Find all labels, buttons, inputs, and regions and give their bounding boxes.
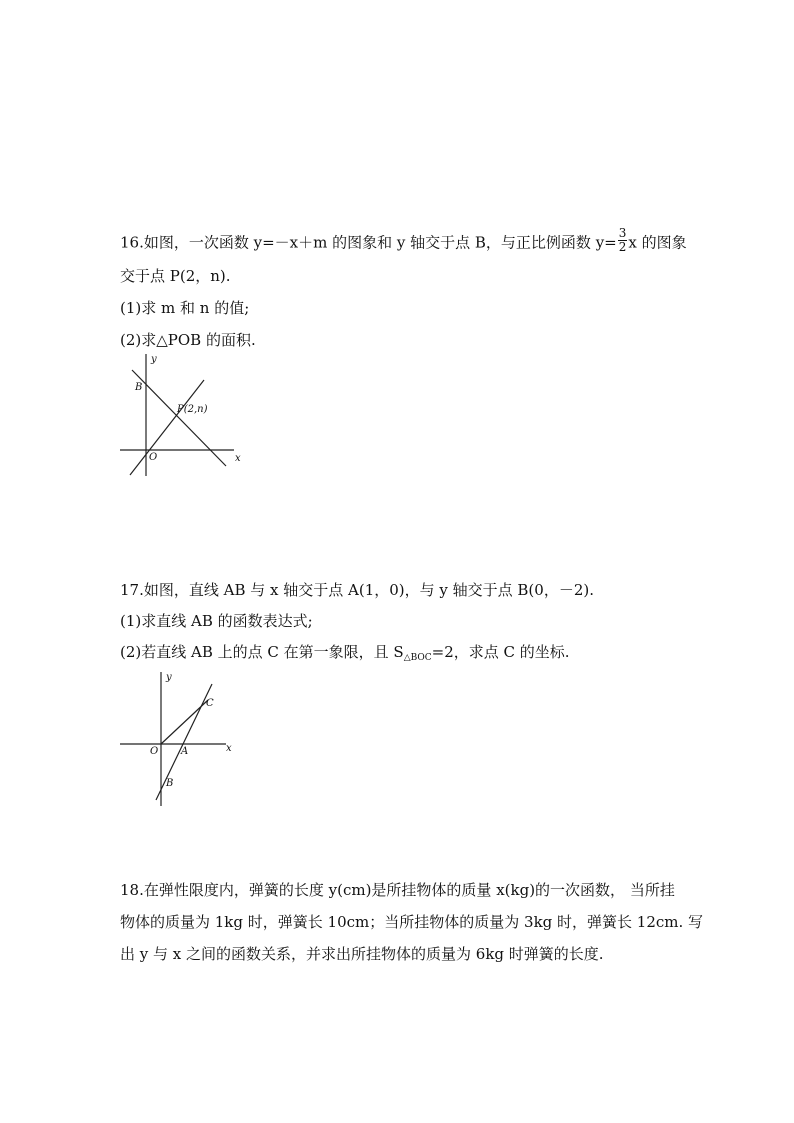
- segment-OC: [161, 700, 208, 744]
- problem-18-line-3: 出 y 与 x 之间的函数关系，并求出所挂物体的质量为 6kg 时弹簧的长度.: [120, 945, 604, 963]
- label-x: x: [235, 453, 241, 464]
- label-B: B: [166, 778, 174, 789]
- problem-16-figure: [118, 352, 248, 477]
- label-C: C: [206, 698, 214, 709]
- line-AB: [156, 684, 212, 800]
- label-B: B: [135, 382, 143, 393]
- problem-16-line-2: 交于点 P(2，n).: [120, 267, 231, 285]
- problem-17-figure: [118, 670, 238, 810]
- label-O: O: [150, 746, 159, 757]
- label-P: P(2,n): [177, 404, 208, 415]
- label-y: y: [151, 354, 157, 365]
- problem-17-question-2: (2)若直线 AB 上的点 C 在第一象限，且 $S_{\triangle BOC}=2$，求点 C 的坐标.: [120, 643, 570, 663]
- label-x: x: [226, 743, 232, 754]
- problem-16-question-1: (1)求 m 和 n 的值;: [120, 299, 250, 317]
- fraction-three-halves: $\frac{3}{2}$: [618, 226, 627, 254]
- label-y: y: [166, 672, 172, 683]
- label-O: O: [149, 452, 158, 463]
- label-A: A: [181, 746, 189, 757]
- problem-18-line-2: 物体的质量为 1kg 时，弹簧长 10cm；当所挂物体的质量为 3kg 时，弹簧长 12cm. 写: [120, 913, 704, 931]
- problem-17-question-1: (1)求直线 AB 的函数表达式;: [120, 612, 313, 630]
- line-y-three-halves-x: [130, 380, 204, 475]
- problem-18-line-1: 18.在弹性限度内，弹簧的长度 y(cm)是所挂物体的质量 x(kg)的一次函数， 当所挂: [120, 881, 675, 899]
- problem-16-question-2: (2)求△POB 的面积.: [120, 331, 256, 349]
- subscript-BOC: △BOC: [403, 653, 432, 663]
- problem-17-line-1: 17.如图，直线 AB 与 x 轴交于点 A(1，0)，与 y 轴交于点 B(0，－2).: [120, 581, 594, 599]
- problem-16-line-1: 16.如图，一次函数 y=－x＋m 的图象和 y 轴交于点 B，与正比例函数 y= $\frac{3}{2}$ x 的图象: [120, 226, 687, 254]
